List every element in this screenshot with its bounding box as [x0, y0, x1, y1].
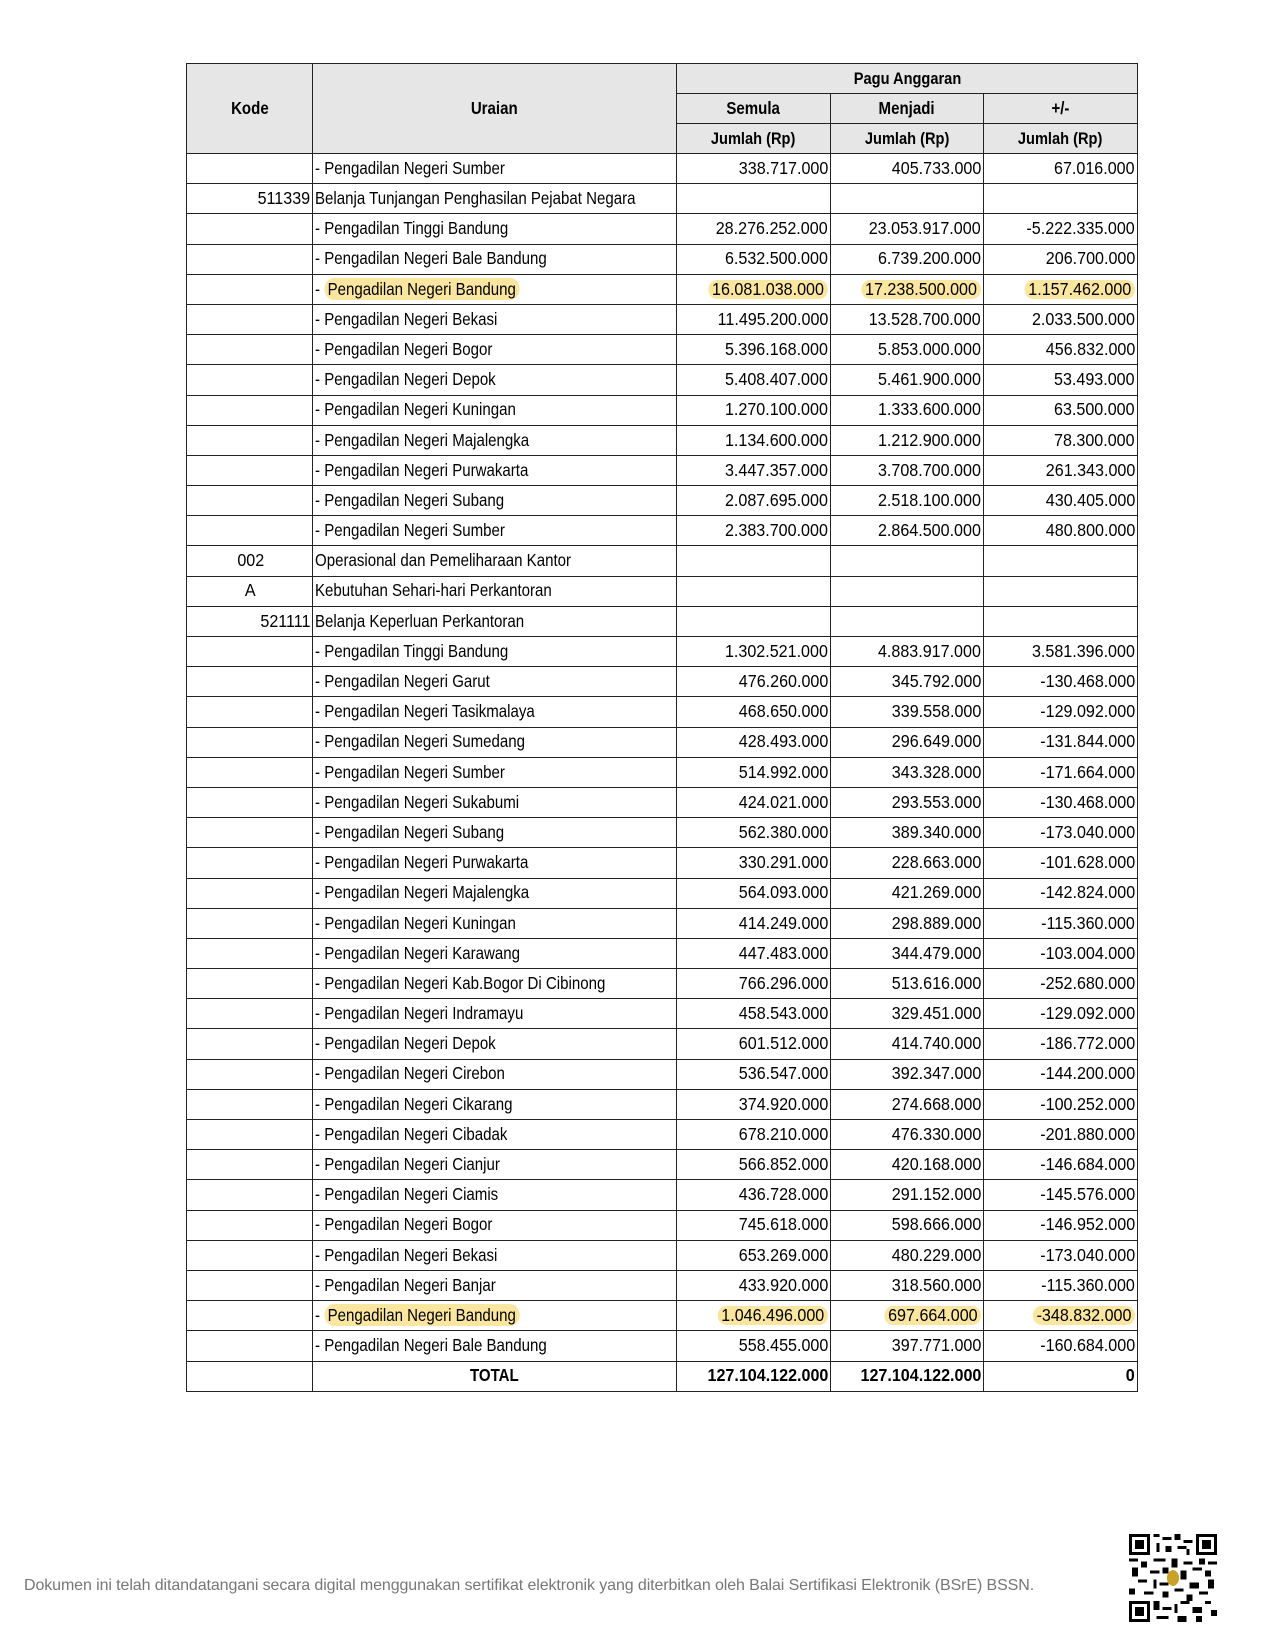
uraian-cell: - Pengadilan Negeri Karawang — [313, 938, 677, 968]
table-row — [187, 395, 1138, 425]
semula-cell: 566.852.000 — [677, 1150, 831, 1180]
semula-cell: 1.270.100.000 — [677, 395, 831, 425]
menjadi-cell: 1.212.900.000 — [831, 425, 984, 455]
uraian-cell: - Pengadilan Tinggi Bandung — [313, 637, 677, 667]
selisih-cell: -173.040.000 — [984, 1240, 1138, 1270]
menjadi-cell: 23.053.917.000 — [831, 214, 984, 244]
uraian-cell: - Pengadilan Negeri Depok — [313, 1029, 677, 1059]
table-row — [187, 757, 1138, 787]
table-row — [187, 516, 1138, 546]
selisih-cell: -252.680.000 — [984, 969, 1138, 999]
semula-cell: 745.618.000 — [677, 1210, 831, 1240]
table-row — [187, 1240, 1138, 1270]
kode-cell — [187, 516, 313, 546]
semula-cell: 2.087.695.000 — [677, 486, 831, 516]
header-unit-menjadi: Jumlah (Rp) — [831, 124, 984, 154]
selisih-cell: -145.576.000 — [984, 1180, 1138, 1210]
semula-cell — [677, 576, 831, 606]
menjadi-cell — [831, 546, 984, 576]
selisih-cell: -115.360.000 — [984, 908, 1138, 938]
header-kode: Kode — [187, 64, 313, 154]
menjadi-cell: 414.740.000 — [831, 1029, 984, 1059]
kode-cell — [187, 818, 313, 848]
kode-cell — [187, 667, 313, 697]
menjadi-cell: 228.663.000 — [831, 848, 984, 878]
table-row — [187, 1210, 1138, 1240]
uraian-cell: - Pengadilan Negeri Bogor — [313, 335, 677, 365]
uraian-cell: - Pengadilan Negeri Purwakarta — [313, 848, 677, 878]
menjadi-cell: 5.461.900.000 — [831, 365, 984, 395]
semula-cell: 514.992.000 — [677, 757, 831, 787]
menjadi-cell: 5.853.000.000 — [831, 335, 984, 365]
selisih-cell: -131.844.000 — [984, 727, 1138, 757]
menjadi-cell: 420.168.000 — [831, 1150, 984, 1180]
semula-cell: 601.512.000 — [677, 1029, 831, 1059]
uraian-cell: - Pengadilan Negeri Majalengka — [313, 878, 677, 908]
semula-cell: 678.210.000 — [677, 1120, 831, 1150]
total-label: TOTAL — [313, 1361, 677, 1391]
uraian-cell: - Pengadilan Negeri Sumber — [313, 757, 677, 787]
selisih-cell: 63.500.000 — [984, 395, 1138, 425]
kode-cell — [187, 878, 313, 908]
table-row — [187, 425, 1138, 455]
menjadi-cell: 17.238.500.000 — [831, 274, 984, 304]
menjadi-cell: 1.333.600.000 — [831, 395, 984, 425]
kode-cell — [187, 1120, 313, 1150]
selisih-cell: -146.952.000 — [984, 1210, 1138, 1240]
selisih-cell: -5.222.335.000 — [984, 214, 1138, 244]
uraian-cell: - Pengadilan Negeri Bale Bandung — [313, 244, 677, 274]
uraian-cell: Belanja Keperluan Perkantoran — [313, 606, 677, 636]
semula-cell: 766.296.000 — [677, 969, 831, 999]
selisih-cell: 456.832.000 — [984, 335, 1138, 365]
menjadi-cell: 513.616.000 — [831, 969, 984, 999]
uraian-cell: - Pengadilan Negeri Bale Bandung — [313, 1331, 677, 1361]
semula-cell: 1.134.600.000 — [677, 425, 831, 455]
table-row — [187, 486, 1138, 516]
kode-cell — [187, 697, 313, 727]
uraian-cell: - Pengadilan Negeri Bandung — [313, 1301, 677, 1331]
table-row — [187, 576, 1138, 606]
kode-cell — [187, 969, 313, 999]
selisih-cell: 78.300.000 — [984, 425, 1138, 455]
uraian-cell: - Pengadilan Negeri Kab.Bogor Di Cibinong — [313, 969, 677, 999]
menjadi-cell — [831, 606, 984, 636]
uraian-cell: - Pengadilan Negeri Kuningan — [313, 908, 677, 938]
total-menjadi: 127.104.122.000 — [831, 1361, 984, 1391]
uraian-cell: - Pengadilan Negeri Bandung — [313, 274, 677, 304]
uraian-cell: - Pengadilan Negeri Purwakarta — [313, 455, 677, 485]
menjadi-cell: 343.328.000 — [831, 757, 984, 787]
semula-cell: 653.269.000 — [677, 1240, 831, 1270]
menjadi-cell — [831, 184, 984, 214]
menjadi-cell: 318.560.000 — [831, 1270, 984, 1300]
kode-cell — [187, 938, 313, 968]
uraian-cell: - Pengadilan Negeri Cibadak — [313, 1120, 677, 1150]
digital-signature-note: Dokumen ini telah ditandatangani secara digital menggunakan sertifikat elektronik yang diterbitkan oleh Balai Sertifikasi Elektronik (BSrE) BSSN. — [24, 1577, 1035, 1594]
selisih-cell — [984, 184, 1138, 214]
table-row — [187, 365, 1138, 395]
selisih-cell: -129.092.000 — [984, 999, 1138, 1029]
uraian-cell: - Pengadilan Negeri Sumber — [313, 154, 677, 184]
semula-cell: 468.650.000 — [677, 697, 831, 727]
selisih-cell: -130.468.000 — [984, 667, 1138, 697]
table-row — [187, 999, 1138, 1029]
selisih-cell: 67.016.000 — [984, 154, 1138, 184]
table-row — [187, 214, 1138, 244]
kode-cell — [187, 1270, 313, 1300]
menjadi-cell: 2.518.100.000 — [831, 486, 984, 516]
selisih-cell: -201.880.000 — [984, 1120, 1138, 1150]
kode-cell: 002 — [187, 546, 313, 576]
menjadi-cell: 480.229.000 — [831, 1240, 984, 1270]
kode-cell: A — [187, 576, 313, 606]
table-row — [187, 304, 1138, 334]
total-kode-cell — [187, 1361, 313, 1391]
table-row — [187, 335, 1138, 365]
semula-cell: 436.728.000 — [677, 1180, 831, 1210]
semula-cell: 558.455.000 — [677, 1331, 831, 1361]
selisih-cell: -101.628.000 — [984, 848, 1138, 878]
semula-cell: 1.046.496.000 — [677, 1301, 831, 1331]
semula-cell: 433.920.000 — [677, 1270, 831, 1300]
uraian-cell: - Pengadilan Negeri Banjar — [313, 1270, 677, 1300]
selisih-cell: -142.824.000 — [984, 878, 1138, 908]
selisih-cell: -130.468.000 — [984, 787, 1138, 817]
kode-cell — [187, 908, 313, 938]
uraian-cell: - Pengadilan Negeri Cirebon — [313, 1059, 677, 1089]
semula-cell: 564.093.000 — [677, 878, 831, 908]
menjadi-cell: 293.553.000 — [831, 787, 984, 817]
highlighted-text: Pengadilan Negeri Bandung — [324, 1304, 519, 1326]
semula-cell: 562.380.000 — [677, 818, 831, 848]
selisih-cell: -129.092.000 — [984, 697, 1138, 727]
menjadi-cell: 476.330.000 — [831, 1120, 984, 1150]
uraian-cell: - Pengadilan Negeri Indramayu — [313, 999, 677, 1029]
table-row — [187, 878, 1138, 908]
table-row — [187, 969, 1138, 999]
table-row — [187, 787, 1138, 817]
menjadi-cell: 405.733.000 — [831, 154, 984, 184]
uraian-cell: - Pengadilan Negeri Kuningan — [313, 395, 677, 425]
table-row — [187, 1180, 1138, 1210]
kode-cell — [187, 244, 313, 274]
table-row — [187, 637, 1138, 667]
header-semula: Semula — [677, 94, 831, 124]
kode-cell — [187, 757, 313, 787]
semula-cell: 2.383.700.000 — [677, 516, 831, 546]
menjadi-cell: 13.528.700.000 — [831, 304, 984, 334]
kode-cell — [187, 1089, 313, 1119]
menjadi-cell: 298.889.000 — [831, 908, 984, 938]
semula-cell: 16.081.038.000 — [677, 274, 831, 304]
kode-cell — [187, 787, 313, 817]
uraian-cell: - Pengadilan Tinggi Bandung — [313, 214, 677, 244]
selisih-cell: -146.684.000 — [984, 1150, 1138, 1180]
uraian-cell: - Pengadilan Negeri Garut — [313, 667, 677, 697]
selisih-cell — [984, 546, 1138, 576]
selisih-cell: -160.684.000 — [984, 1331, 1138, 1361]
selisih-cell: 2.033.500.000 — [984, 304, 1138, 334]
header-unit-selisih: Jumlah (Rp) — [984, 124, 1138, 154]
kode-cell — [187, 395, 313, 425]
semula-cell: 11.495.200.000 — [677, 304, 831, 334]
selisih-cell: -348.832.000 — [984, 1301, 1138, 1331]
selisih-cell: 261.343.000 — [984, 455, 1138, 485]
uraian-cell: - Pengadilan Negeri Sukabumi — [313, 787, 677, 817]
menjadi-cell: 6.739.200.000 — [831, 244, 984, 274]
uraian-cell: Belanja Tunjangan Penghasilan Pejabat Negara — [313, 184, 677, 214]
table-row — [187, 1331, 1138, 1361]
kode-cell — [187, 848, 313, 878]
selisih-cell: -186.772.000 — [984, 1029, 1138, 1059]
kode-cell — [187, 1029, 313, 1059]
semula-cell: 476.260.000 — [677, 667, 831, 697]
semula-cell: 536.547.000 — [677, 1059, 831, 1089]
kode-cell — [187, 214, 313, 244]
table-body — [187, 154, 1138, 1362]
uraian-cell: - Pengadilan Negeri Sumedang — [313, 727, 677, 757]
table-row — [187, 1120, 1138, 1150]
selisih-cell: 206.700.000 — [984, 244, 1138, 274]
table-row — [187, 727, 1138, 757]
menjadi-cell — [831, 576, 984, 606]
menjadi-cell: 389.340.000 — [831, 818, 984, 848]
kode-cell — [187, 999, 313, 1029]
uraian-cell: - Pengadilan Negeri Depok — [313, 365, 677, 395]
uraian-cell: - Pengadilan Negeri Sumber — [313, 516, 677, 546]
selisih-cell — [984, 606, 1138, 636]
table-row — [187, 244, 1138, 274]
semula-cell — [677, 606, 831, 636]
semula-cell: 458.543.000 — [677, 999, 831, 1029]
uraian-cell: - Pengadilan Negeri Cianjur — [313, 1150, 677, 1180]
semula-cell: 428.493.000 — [677, 727, 831, 757]
table-row — [187, 1150, 1138, 1180]
kode-cell — [187, 1210, 313, 1240]
selisih-cell: 430.405.000 — [984, 486, 1138, 516]
kode-cell — [187, 727, 313, 757]
semula-cell: 338.717.000 — [677, 154, 831, 184]
selisih-cell: -171.664.000 — [984, 757, 1138, 787]
menjadi-cell: 392.347.000 — [831, 1059, 984, 1089]
menjadi-cell: 274.668.000 — [831, 1089, 984, 1119]
uraian-cell: - Pengadilan Negeri Ciamis — [313, 1180, 677, 1210]
kode-cell: 521111 — [187, 606, 313, 636]
kode-cell — [187, 455, 313, 485]
budget-table — [186, 63, 1138, 1392]
menjadi-cell: 291.152.000 — [831, 1180, 984, 1210]
header-unit-semula: Jumlah (Rp) — [677, 124, 831, 154]
menjadi-cell: 345.792.000 — [831, 667, 984, 697]
uraian-cell: - Pengadilan Negeri Majalengka — [313, 425, 677, 455]
kode-cell — [187, 335, 313, 365]
selisih-cell: -173.040.000 — [984, 818, 1138, 848]
table-row — [187, 274, 1138, 304]
kode-cell — [187, 304, 313, 334]
uraian-cell: - Pengadilan Negeri Cikarang — [313, 1089, 677, 1119]
menjadi-cell: 3.708.700.000 — [831, 455, 984, 485]
selisih-cell: -100.252.000 — [984, 1089, 1138, 1119]
kode-cell — [187, 1301, 313, 1331]
table-row — [187, 848, 1138, 878]
kode-cell — [187, 274, 313, 304]
table-row — [187, 1089, 1138, 1119]
semula-cell: 374.920.000 — [677, 1089, 831, 1119]
semula-cell: 3.447.357.000 — [677, 455, 831, 485]
table-row — [187, 1301, 1138, 1331]
menjadi-cell: 598.666.000 — [831, 1210, 984, 1240]
table-row — [187, 1029, 1138, 1059]
menjadi-cell: 296.649.000 — [831, 727, 984, 757]
semula-cell — [677, 184, 831, 214]
kode-cell: 511339 — [187, 184, 313, 214]
table-row — [187, 667, 1138, 697]
uraian-cell: Kebutuhan Sehari-hari Perkantoran — [313, 576, 677, 606]
kode-cell — [187, 1331, 313, 1361]
table-row — [187, 455, 1138, 485]
kode-cell — [187, 637, 313, 667]
total-selisih: 0 — [984, 1361, 1138, 1391]
table-row — [187, 154, 1138, 184]
kode-cell — [187, 154, 313, 184]
menjadi-cell: 4.883.917.000 — [831, 637, 984, 667]
menjadi-cell: 2.864.500.000 — [831, 516, 984, 546]
selisih-cell: -103.004.000 — [984, 938, 1138, 968]
semula-cell: 414.249.000 — [677, 908, 831, 938]
header-uraian: Uraian — [313, 64, 677, 154]
uraian-cell: - Pengadilan Negeri Bogor — [313, 1210, 677, 1240]
menjadi-cell: 329.451.000 — [831, 999, 984, 1029]
menjadi-cell: 344.479.000 — [831, 938, 984, 968]
menjadi-cell: 697.664.000 — [831, 1301, 984, 1331]
kode-cell — [187, 1240, 313, 1270]
highlighted-text: Pengadilan Negeri Bandung — [324, 278, 519, 300]
uraian-cell: - Pengadilan Negeri Bekasi — [313, 1240, 677, 1270]
semula-cell: 1.302.521.000 — [677, 637, 831, 667]
selisih-cell: 480.800.000 — [984, 516, 1138, 546]
table-row — [187, 606, 1138, 636]
kode-cell — [187, 425, 313, 455]
header-pagu-anggaran: Pagu Anggaran — [677, 64, 1138, 94]
selisih-cell: 53.493.000 — [984, 365, 1138, 395]
table-row — [187, 938, 1138, 968]
uraian-cell: - Pengadilan Negeri Subang — [313, 818, 677, 848]
table-row — [187, 1059, 1138, 1089]
semula-cell — [677, 546, 831, 576]
kode-cell — [187, 365, 313, 395]
semula-cell: 28.276.252.000 — [677, 214, 831, 244]
menjadi-cell: 339.558.000 — [831, 697, 984, 727]
selisih-cell — [984, 576, 1138, 606]
kode-cell — [187, 1180, 313, 1210]
table-row — [187, 697, 1138, 727]
semula-cell: 5.408.407.000 — [677, 365, 831, 395]
table-row — [187, 184, 1138, 214]
selisih-cell: -144.200.000 — [984, 1059, 1138, 1089]
table-row — [187, 1270, 1138, 1300]
semula-cell: 447.483.000 — [677, 938, 831, 968]
total-row — [187, 1361, 1138, 1391]
header-selisih: +/- — [984, 94, 1138, 124]
qr-code-icon — [1129, 1534, 1217, 1622]
total-semula: 127.104.122.000 — [677, 1361, 831, 1391]
table-row — [187, 908, 1138, 938]
kode-cell — [187, 1150, 313, 1180]
header-menjadi: Menjadi — [831, 94, 984, 124]
menjadi-cell: 421.269.000 — [831, 878, 984, 908]
uraian-cell: Operasional dan Pemeliharaan Kantor — [313, 546, 677, 576]
uraian-cell: - Pengadilan Negeri Subang — [313, 486, 677, 516]
selisih-cell: -115.360.000 — [984, 1270, 1138, 1300]
semula-cell: 424.021.000 — [677, 787, 831, 817]
selisih-cell: 3.581.396.000 — [984, 637, 1138, 667]
semula-cell: 6.532.500.000 — [677, 244, 831, 274]
kode-cell — [187, 1059, 313, 1089]
uraian-cell: - Pengadilan Negeri Tasikmalaya — [313, 697, 677, 727]
table-row — [187, 818, 1138, 848]
table-row — [187, 546, 1138, 576]
menjadi-cell: 397.771.000 — [831, 1331, 984, 1361]
semula-cell: 5.396.168.000 — [677, 335, 831, 365]
kode-cell — [187, 486, 313, 516]
uraian-cell: - Pengadilan Negeri Bekasi — [313, 304, 677, 334]
semula-cell: 330.291.000 — [677, 848, 831, 878]
selisih-cell: 1.157.462.000 — [984, 274, 1138, 304]
table-header — [187, 64, 1138, 154]
